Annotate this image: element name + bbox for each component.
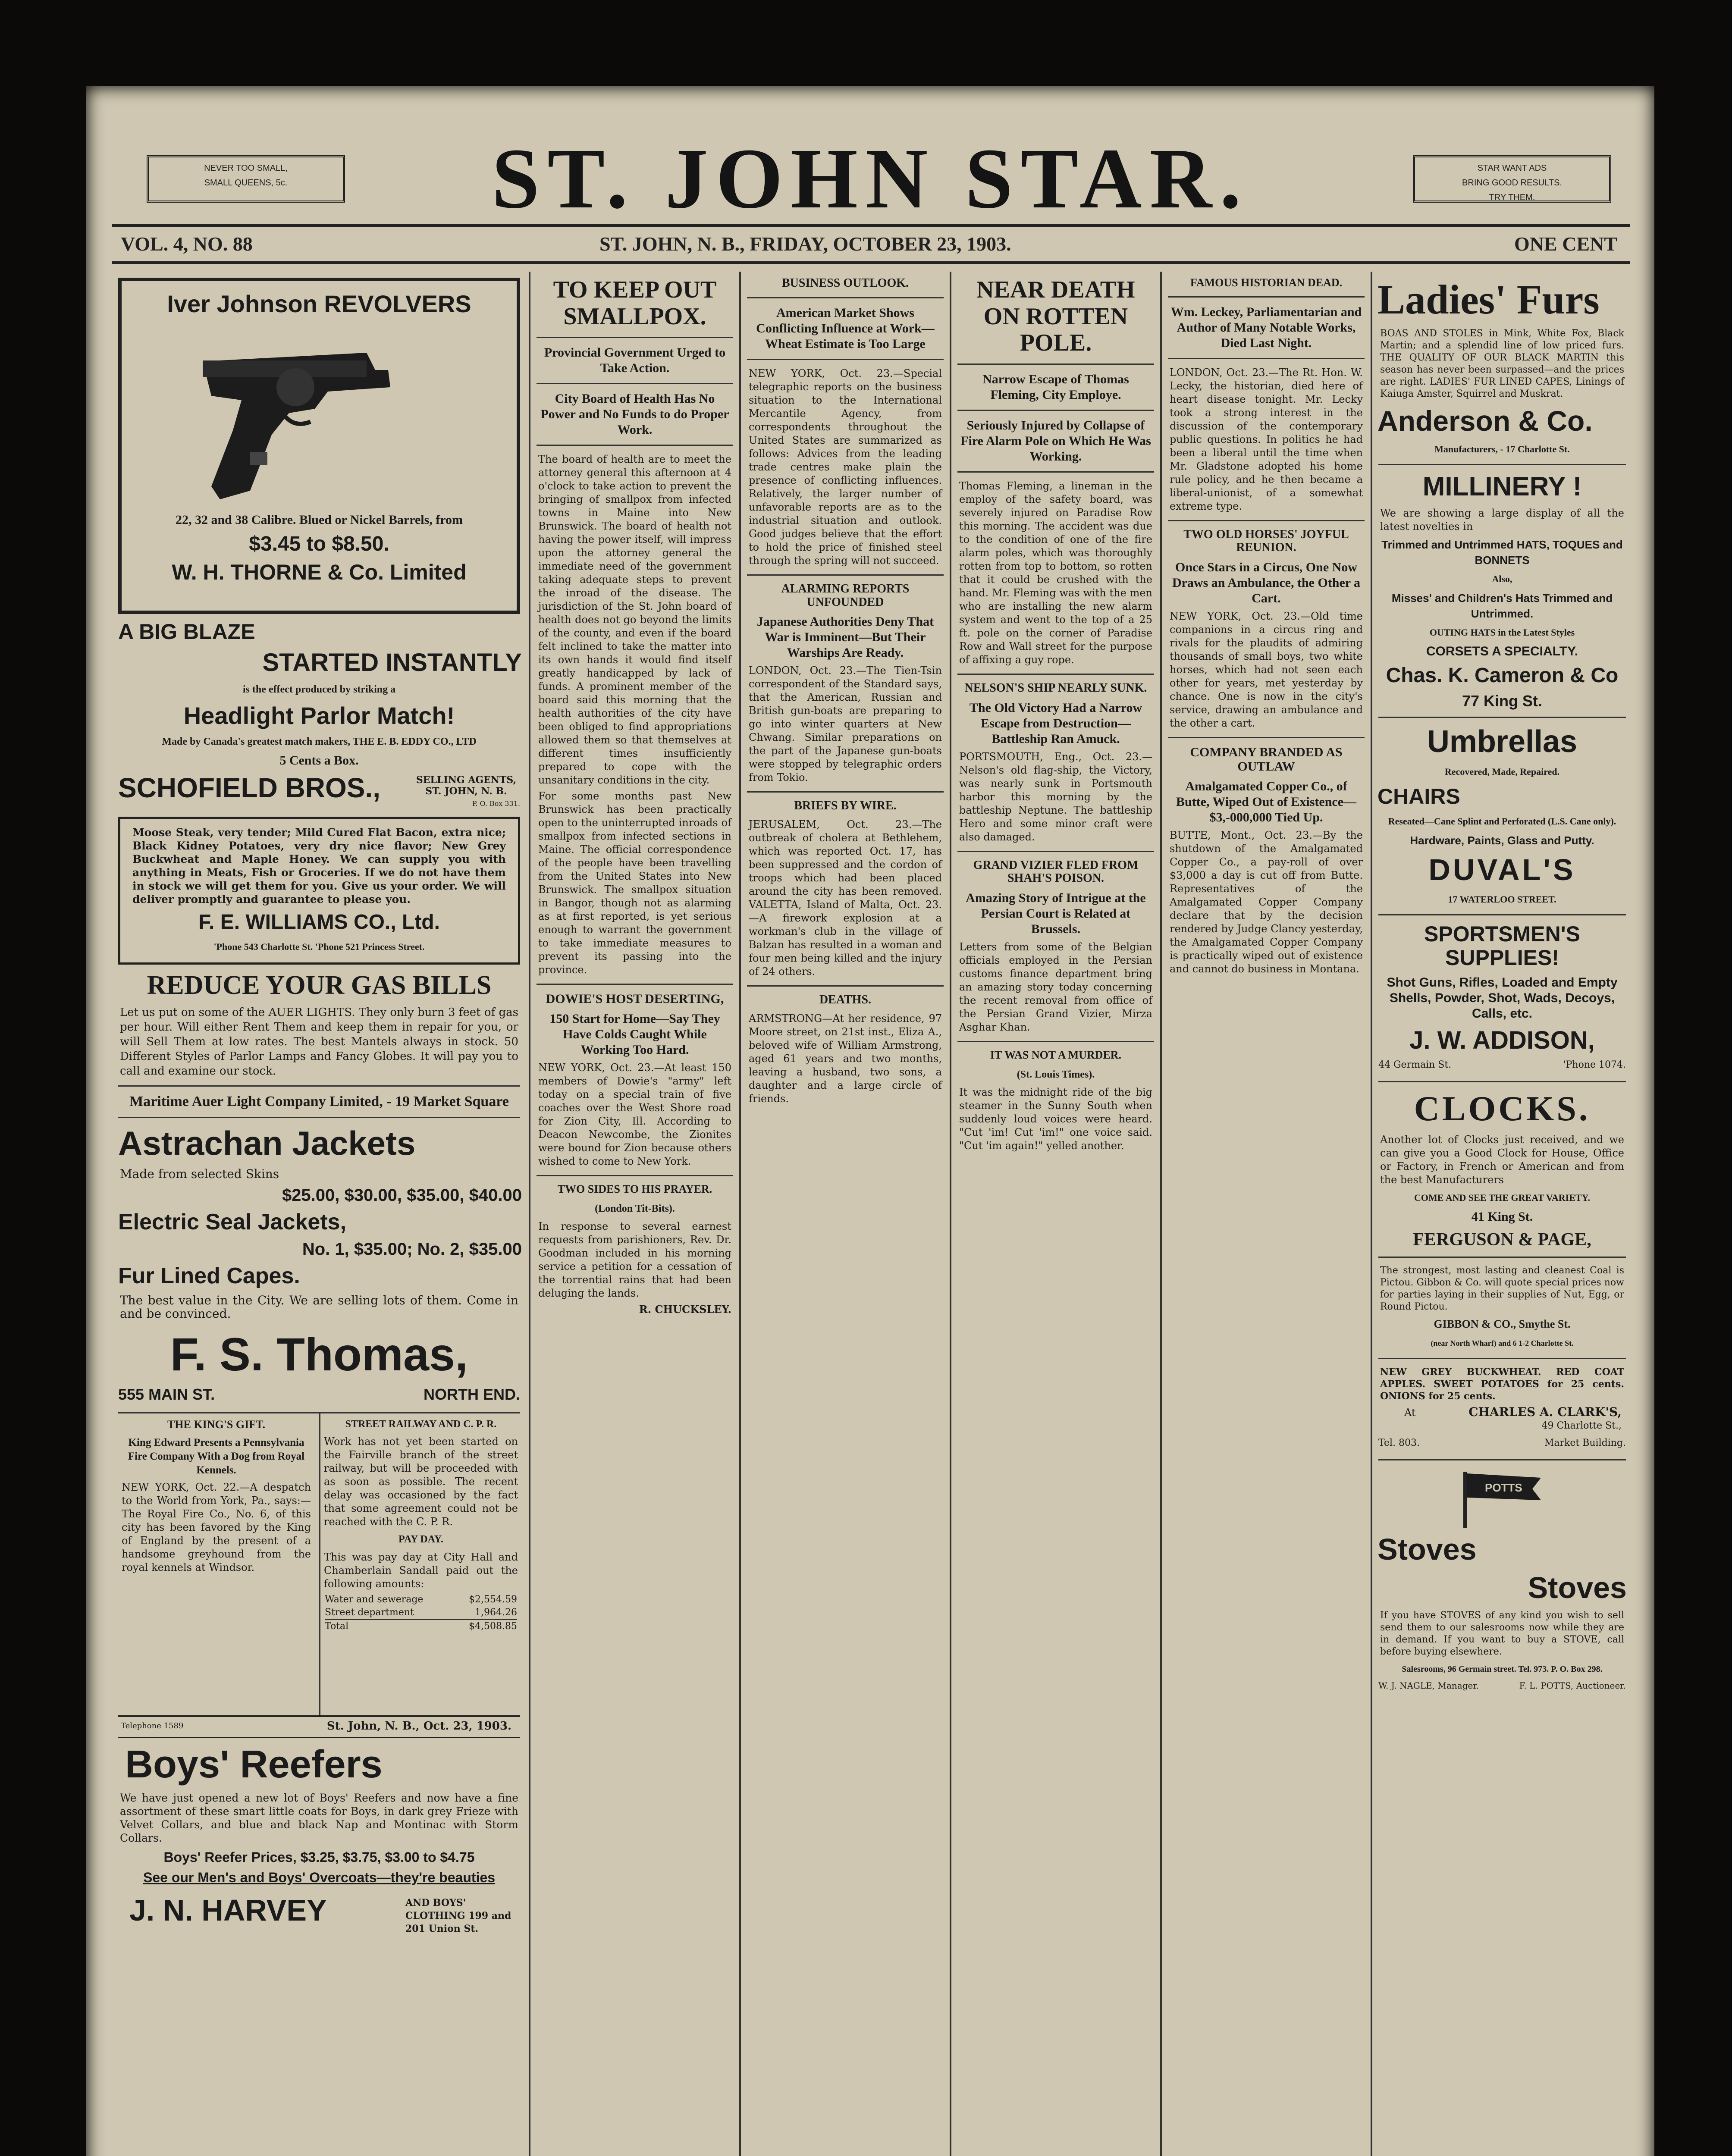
left-ear-box	[147, 155, 345, 203]
ad-heading: CLOCKS.	[1414, 1088, 1591, 1128]
row-label: Street department	[325, 1607, 414, 1618]
potts-footer	[1378, 1680, 1626, 1695]
ad-seller: W. H. THORNE & Co. Limited	[172, 560, 467, 585]
ad-text: If you have STOVES of any kind you wish to sell send them to our salesrooms now while they are in demand. If you want to buy a STOVE, call before buying elsewhere.	[1380, 1610, 1624, 1658]
article-subheading: (London Tit-Bits).	[595, 1203, 675, 1214]
article-text: NEW YORK, Oct. 23.—Old time companions in a circus ring and rivals for the plaudits of admiring thousands of small boys, two white horses, which had not seen each other for years, met yesterday by chance. One is now in the city's service, drawing an ambulance and the other a cart.	[1170, 610, 1363, 730]
ad-address: 44 Germain St.	[1378, 1059, 1452, 1070]
article-text: NEW YORK, Oct. 23.—At least 150 members of Dowie's "army" left today on a special train of five coaches over the West Shore road for Zion City, Ill. According to Deacon Newcombe, the Zionites were bound for Zion because others wished to come to New York.	[538, 1062, 731, 1168]
ad-heading: Stoves	[1528, 1571, 1627, 1605]
ad-text: 22, 32 and 38 Calibre. Blued or Nickel Barrels, from	[175, 512, 463, 527]
newspaper-page	[86, 86, 1654, 2156]
ad-seller: J. N. HARVEY	[129, 1893, 327, 1927]
article-text: The board of health are to meet the attorney general this afternoon at 4 o'clock to take action to prevent the bringing of smallpox from infected towns in Maine into New Brunswick. The board of health not having the power itself, will impress upon the attorney general the immediate need of the government taking adequate steps to prevent the inroad of the disease. The jurisdiction of the St. John board of health does not go beyond the limits of the county, and even if the board felt inclined to take the matter into its own hands it would find itself greatly handicapped by lack of funds. A prominent member of the board said this morning that the health authorities of the city have been obliged to find appropriations allowed them so that themselves at different times insufficiently prepared to cope with the unsanitary conditions in the city.	[538, 453, 731, 787]
ad-seller: Maritime Auer Light Company Limited, - 19 Market Square	[129, 1094, 509, 1110]
iver-johnson-ad	[118, 278, 520, 614]
ad-text: OUTING HATS in the Latest Styles	[1429, 627, 1575, 638]
ad-text: Recovered, Made, Repaired.	[1444, 766, 1560, 777]
ad-text: Another lot of Clocks just received, and we can give you a Good Clock for House, Office or Factory, in French or American and from the best Manufacturers	[1380, 1133, 1624, 1186]
article-heading: NEAR DEATH ON ROTTEN POLE.	[976, 276, 1135, 357]
article-heading: THE KING'S GIFT.	[167, 1418, 266, 1431]
ad-address: Manufacturers, - 17 Charlotte St.	[1434, 444, 1570, 455]
article-text: Thomas Fleming, a lineman in the employ of the safety board, was severely injured on Paradise Row this morning. The accident was due to the condition of one of the fire alarm poles, which was thoroughly rotten from top to bottom, so rotten that it could be crushed with the hand. Mr. Fleming was with the men who are installing the new alarm system and went to the top of a 25 ft. pole on the corner of Paradise Row and Wall street for the purpose of affixing a guy rope.	[959, 479, 1152, 666]
ad-text: Moose Steak, very tender; Mild Cured Flat Bacon, extra nice; Black Kidney Potatoes, very dry nice flavor; New Grey Buckwheat and Maple Honey. We can supply you with anything in Meats, Fish or Groceries. If we do not have them in stock we will get them for you. Give us your order. We will deliver promptly and guarantee to please you.	[132, 826, 506, 906]
newspaper-title: ST. JOHN STAR.	[491, 131, 1249, 226]
ad-heading: Boys' Reefers	[125, 1742, 383, 1786]
left-ear-line: NEVER TOO SMALL,	[204, 163, 288, 173]
ad-text: Let us put on some of the AUER LIGHTS. They only burn 3 feet of gas per hour. Will either Rent Them and keep them in repair for you, or will Sell Them at low rates. The best Mantels always in stock. 50 Different Styles of Parlor Lamps and Fancy Globes. It will pay you to call and examine our stock.	[120, 1006, 518, 1078]
row-label: Water and sewerage	[325, 1594, 424, 1605]
masthead	[86, 103, 1654, 226]
ad-heading: Iver Johnson REVOLVERS	[167, 290, 471, 317]
column-smallpox	[529, 272, 739, 2156]
article-subheading: (St. Louis Times).	[1017, 1069, 1095, 1080]
ad-seller: J. W. ADDISON,	[1409, 1026, 1595, 1054]
payday-table	[325, 1593, 517, 1633]
dateline-bar	[112, 224, 1630, 264]
ad-heading: Umbrellas	[1427, 724, 1578, 759]
ad-seller: F. E. WILLIAMS CO., Ltd.	[198, 911, 440, 934]
article-heading: COMPANY BRANDED AS OUTLAW	[1190, 745, 1343, 774]
article-subheading: King Edward Presents a Pennsylvania Fire Company With a Dog from Royal Kennels.	[128, 1437, 305, 1476]
article-text: LONDON, Oct. 23.—The Rt. Hon. W. Lecky, the historian, died here of heart disease tonight. Mr. Lecky took a strong interest in the discussion of the contemporary public questions. In politics he had been a liberal until the time when Mr. Gladstone adopted his home rule policy, and he then became a liberal-unionist, of a somewhat extreme type.	[1170, 366, 1363, 512]
row-amount: $4,508.85	[469, 1620, 517, 1632]
ad-text: COME AND SEE THE GREAT VARIETY.	[1414, 1192, 1590, 1203]
ad-text: At	[1404, 1407, 1416, 1419]
article-heading: GRAND VIZIER FLED FROM SHAH'S POISON.	[973, 858, 1139, 885]
row-amount: $2,554.59	[469, 1594, 517, 1605]
article-text: NEW YORK, Oct. 23.—Special telegraphic reports on the business situation to the International Mercantile Agency, from correspondents throughout the United States are summarized as follows: Advices from the leading trade centres make plain the presence of conflicting influences. Relatively, the larger number of unfavorable reports are as to the industrial situation and outlook. Good judges believe that the effort to hold the price of finished steel through the spring will not succeed.	[749, 367, 942, 567]
flag-label: POTTS	[1485, 1481, 1522, 1495]
ad-text: We have just opened a new lot of Boys' Reefers and now have a fine assortment of these smart little coats for Boys, in dark grey Frieze with Velvet Collars, and blue and black Nap and Montinac with Storm Collars.	[120, 1791, 518, 1844]
article-subheading: Amalgamated Copper Co., of Butte, Wiped Out of Existence—$3,-000,000 Tied Up.	[1176, 779, 1357, 825]
article-subheading: City Board of Health Has No Power and No Funds to do Proper Work.	[540, 392, 729, 437]
ad-seller: F. S. Thomas,	[170, 1328, 468, 1380]
article-text: BUTTE, Mont., Oct. 23.—By the shutdown of the Amalgamated Copper Co., a pay-roll of over $3,000 a day is cut off from Butte. Representatives of the Amalgamated Copper Company declare that by the decision rendered by Judge Clancy yesterday, the Amalgamated Copper Company is practically wiped out of existence and cannot do business in Montana.	[1170, 829, 1363, 975]
ad-heading: Stoves	[1377, 1532, 1477, 1567]
ad-price: $25.00, $30.00, $35.00, $40.00	[282, 1185, 522, 1205]
ad-seller: Anderson & Co.	[1377, 404, 1593, 437]
ad-text: Also,	[1492, 573, 1512, 585]
article-heading: DOWIE'S HOST DESERTING,	[546, 992, 724, 1006]
ad-text: BOAS AND STOLES in Mink, White Fox, Black Martin; and a splendid line of low priced furs. THE QUALITY OF OUR BLACK MARTIN this season has never been surpassed—and the prices are right. LADIES' FUR LINED CAPES, Linings of Kaiuga Amster, Squirrel and Muskrat.	[1380, 328, 1624, 399]
ad-text: The best value in the City. We are selling lots of them. Come in and be convinced.	[120, 1293, 518, 1321]
williams-ad	[118, 817, 520, 965]
ad-heading: A BIG BLAZE	[118, 620, 255, 644]
payday-row	[325, 1606, 517, 1619]
article-subheading: Japanese Authorities Deny That War is Imminent—But Their Warships Are Ready.	[756, 614, 934, 660]
ad-price: No. 1, $35.00; No. 2, $35.00	[302, 1239, 522, 1259]
article-heading: BUSINESS OUTLOOK.	[781, 276, 909, 290]
ad-address: (near North Wharf) and 6 1-2 Charlotte St.	[1431, 1339, 1574, 1348]
address-left: 555 MAIN ST.	[118, 1385, 215, 1403]
ad-heading: Fur Lined Capes.	[118, 1263, 300, 1288]
right-ear-line: BRING GOOD RESULTS.	[1462, 178, 1562, 188]
jackets-ad	[112, 1125, 526, 1408]
telephone-number: Telephone 1589	[121, 1721, 184, 1730]
clark-footer	[1378, 1438, 1626, 1452]
ad-seller: FERGUSON & PAGE,	[1413, 1229, 1591, 1250]
article-subheading: Wm. Leckey, Parliamentarian and Author of Many Notable Works, Died Last Night.	[1170, 304, 1362, 350]
article-text: Letters from some of the Belgian officials employed in the Persian customs finance department bring an amazing story today concerning the recent removal from office of the Persian Grand Vizier, Mirza Asghar Khan.	[959, 941, 1152, 1034]
article-text: JERUSALEM, Oct. 23.—The outbreak of cholera at Bethlehem, which was reported Oct. 17, has been suppressed and the cordon of troops which had been placed around the city has been removed. VALETTA, Island of Malta, Oct. 23.—A firework explosion at a workman's club in the village of Balzan has resulted in a woman and four men being killed and the injury of 24 others.	[749, 818, 942, 978]
article-heading: ALARMING REPORTS UNFOUNDED	[781, 582, 910, 609]
ad-address: 77 King St.	[1462, 692, 1543, 710]
ad-heading: REDUCE YOUR GAS BILLS	[147, 971, 492, 1000]
clark-block	[1378, 1405, 1626, 1438]
article-subheading: American Market Shows Conflicting Influence at Work—Wheat Estimate is Too Large	[756, 305, 935, 351]
article-text: In response to several earnest requests from parishioners, Rev. Dr. Goodman included in his morning service a petition for a cessation of the torrential rains that had been deluging the lands.	[538, 1220, 731, 1299]
article-subheading: Narrow Escape of Thomas Fleming, City Employe.	[982, 372, 1129, 402]
reefers-dateline	[118, 1715, 520, 1738]
article-text: It was the midnight ride of the big steamer in the Sunny South when suddenly loud voices were heard. "Cut 'im! Cut 'im!" one voice said. "Cut 'im again!" yelled another.	[959, 1086, 1152, 1152]
ad-text: The strongest, most lasting and cleanest Coal is Pictou. Gibbon & Co. will quote special prices now for parties laying in their supplies of Nut, Egg, or Round Pictou.	[1380, 1265, 1624, 1313]
ad-heading: STARTED INSTANTLY	[262, 649, 522, 677]
article-heading: NELSON'S SHIP NEARLY SUNK.	[964, 681, 1147, 695]
article-text: LONDON, Oct. 23.—The Tien-Tsin correspondent of the Standard says, that the American, Russian and British gun-boats are preparing to go into winter quarters at New Chwang. Similar preparations on the part of the Japanese gun-boats were stopped by telegraphic orders from Tokio.	[749, 664, 942, 784]
schofield-name: SCHOFIELD BROS.,	[118, 772, 381, 804]
thomas-address	[112, 1385, 526, 1408]
ad-address: 17 WATERLOO STREET.	[1448, 893, 1556, 905]
article-text: For some months past New Brunswick has been practically open to the uninterrupted inroads of smallpox from infected sections in Maine. The official correspondence of the people have been travelling from the United States into New Brunswick. The smallpox situation in Bangor, though not as alarming as at first reported, is yet serious enough to warrant the government to take immediate measures to prevent its passing into the province.	[538, 790, 731, 976]
column-pole-accident	[950, 272, 1160, 2156]
ad-text: We are showing a large display of all the latest novelties in	[1380, 507, 1624, 533]
ad-text: Hardware, Paints, Glass and Putty.	[1410, 834, 1594, 847]
ad-text: CORSETS A SPECIALTY.	[1426, 644, 1578, 659]
ad-heading: Ladies' Furs	[1377, 276, 1600, 323]
ad-heading: CHAIRS	[1377, 784, 1460, 808]
article-heading: TWO OLD HORSES' JOYFUL REUNION.	[1183, 527, 1349, 555]
ad-text: NEW GREY BUCKWHEAT. RED COAT APPLES. SWEET POTATOES for 25 cents. ONIONS for 25 cents.	[1380, 1366, 1624, 1402]
article-heading: TWO SIDES TO HIS PRAYER.	[557, 1183, 712, 1196]
ad-text: is the effect produced by striking a	[242, 683, 396, 695]
ad-heading: SPORTSMEN'S SUPPLIES!	[1424, 921, 1580, 970]
column-right-advertisements	[1371, 272, 1632, 2156]
schofield-agents: SELLING AGENTS, ST. JOHN, N. B.	[416, 774, 517, 797]
row-label: Total	[325, 1620, 349, 1632]
ad-seller: GIBBON & CO., Smythe St.	[1434, 1318, 1571, 1331]
right-ear-box	[1413, 155, 1611, 203]
payday-row	[325, 1593, 517, 1606]
ad-text: See our Men's and Boys' Overcoats—they're beauties	[143, 1869, 495, 1885]
article-subheading: 150 Start for Home—Say They Have Colds Caught While Working Too Hard.	[549, 1012, 720, 1057]
article-heading: TO KEEP OUT SMALLPOX.	[553, 276, 717, 330]
harvey-line	[112, 1890, 526, 1934]
potts-flag-icon	[1455, 1467, 1550, 1528]
column-advertisements	[112, 272, 526, 2156]
schofield-box: P. O. Box 331.	[472, 799, 520, 808]
ad-heading: Astrachan Jackets	[118, 1124, 416, 1162]
article-heading: PAY DAY.	[398, 1534, 444, 1545]
ad-phone: 'Phone 1074.	[1563, 1059, 1626, 1070]
date-place: ST. JOHN, N. B., FRIDAY, OCTOBER 23, 1903.	[599, 233, 1011, 255]
article-heading: BRIEFS BY WIRE.	[794, 799, 897, 813]
ad-address: 41 King St.	[1471, 1209, 1533, 1224]
ad-address: Salesrooms, 96 Germain street. Tel. 973. P. O. Box 298.	[1402, 1664, 1603, 1674]
ad-price: $3.45 to $8.50.	[249, 532, 389, 555]
column-business	[739, 272, 950, 2156]
article-heading: FAMOUS HISTORIAN DEAD.	[1190, 276, 1343, 289]
ad-text: 5 Cents a Box.	[279, 753, 359, 768]
article-text: ARMSTRONG—At her residence, 97 Moore street, on 21st inst., Eliza A., beloved wife of William Armstrong, aged 61 years and two months, leaving a husband, two sons, a daughter and a large circle of friends.	[749, 1012, 942, 1105]
ad-text: W. J. NAGLE, Manager.	[1378, 1680, 1479, 1691]
article-subheading: Provincial Government Urged to Take Action.	[544, 345, 726, 376]
ad-text: Made by Canada's greatest match makers, THE E. B. EDDY CO., LTD	[162, 736, 477, 748]
ad-heading: MILLINERY !	[1422, 472, 1582, 502]
right-ear-line: TRY THEM.	[1489, 193, 1535, 202]
kings-gift-article	[118, 1413, 314, 1715]
schofield-line	[112, 772, 526, 811]
ad-phone: Tel. 803.	[1378, 1438, 1420, 1449]
price: ONE CENT	[1514, 233, 1617, 255]
ad-address: 49 Charlotte St.,	[1541, 1420, 1622, 1432]
article-subheading: Amazing Story of Intrigue at the Persian Court is Related at Brussels.	[966, 891, 1146, 937]
match-ad	[112, 620, 526, 811]
ad-heading: Headlight Parlor Match!	[183, 702, 455, 729]
left-ear-line: SMALL QUEENS, 5c.	[204, 178, 288, 188]
article-subheading: Once Stars in a Circus, One Now Draws an Ambulance, the Other a Cart.	[1172, 560, 1361, 606]
gas-ad	[112, 971, 526, 1118]
ad-text: Reseated—Cane Splint and Perforated (L.S. Cane only).	[1388, 815, 1616, 827]
ad-address: AND BOYS' CLOTHING 199 and 201 Union St.	[405, 1897, 511, 1935]
street-railway-article	[319, 1413, 521, 1715]
article-heading: STREET RAILWAY AND C. P. R.	[345, 1418, 497, 1430]
row-amount: 1,964.26	[475, 1607, 517, 1618]
ad-seller: Chas. K. Cameron & Co	[1386, 664, 1619, 687]
ad-seller: CHARLES A. CLARK'S,	[1468, 1405, 1622, 1420]
ad-text: Made from selected Skins	[120, 1166, 279, 1181]
article-text: NEW YORK, Oct. 22.—A despatch to the World from York, Pa., says:—The Royal Fire Co., No. 6, of this city has been favored by the King of England by the present of a handsome greyhound from the royal kennels at Windsor.	[122, 1481, 311, 1574]
ad-text: F. L. POTTS, Auctioneer.	[1519, 1680, 1626, 1691]
ad-heading: Electric Seal Jackets,	[118, 1209, 347, 1235]
ad-text: 'Phone 543 Charlotte St. 'Phone 521 Princess Street.	[213, 941, 425, 953]
ad-seller: DUVAL'S	[1428, 852, 1576, 887]
article-text: PORTSMOUTH, Eng., Oct. 23.—Nelson's old flag-ship, the Victory, was nearly sunk in Portsmouth harbor this morning by the battleship Neptune. The battleship Hero and some minor craft were also damaged.	[959, 750, 1152, 843]
addison-line	[1378, 1059, 1626, 1074]
columns	[112, 272, 1630, 2156]
article-signature: R. CHUCKSLEY.	[639, 1303, 731, 1316]
ad-price: Boys' Reefer Prices, $3.25, $3.75, $3.00 to $4.75	[163, 1849, 475, 1865]
ad-address: Market Building.	[1544, 1438, 1626, 1449]
reefers-ad	[112, 1743, 526, 1934]
article-subheading: The Old Victory Had a Narrow Escape from Destruction—Battleship Ran Amuck.	[969, 700, 1142, 746]
article-text: Work has not yet been started on the Fairville branch of the street railway, but will be proceeded with as soon as possible. The recent delay was occasioned by the fact that some agreement could not be reached with the C. P. R.	[324, 1435, 518, 1528]
revolver-illustration	[185, 323, 453, 508]
right-ear-line: STAR WANT ADS	[1477, 163, 1547, 173]
news-two-columns	[118, 1412, 520, 1715]
payday-row	[325, 1619, 517, 1633]
article-heading: DEATHS.	[819, 993, 872, 1007]
article-text: This was pay day at City Hall and Chamberlain Sandall paid out the following amounts:	[324, 1551, 518, 1590]
article-subheading: Seriously Injured by Collapse of Fire Alarm Pole on Which He Was Working.	[960, 418, 1151, 464]
column-historian	[1160, 272, 1371, 2156]
address-right: NORTH END.	[424, 1385, 520, 1403]
ad-text: Misses' and Children's Hats Trimmed and Untrimmed.	[1391, 592, 1613, 620]
ad-text: Trimmed and Untrimmed HATS, TOQUES and BONNETS	[1381, 538, 1623, 567]
article-heading: IT WAS NOT A MURDER.	[990, 1049, 1122, 1062]
ad-text: Shot Guns, Rifles, Loaded and Empty Shells, Powder, Shot, Wads, Decoys, Calls, etc.	[1387, 975, 1618, 1021]
ad-date: St. John, N. B., Oct. 23, 1903.	[326, 1719, 511, 1733]
volume-number: VOL. 4, NO. 88	[121, 233, 253, 255]
